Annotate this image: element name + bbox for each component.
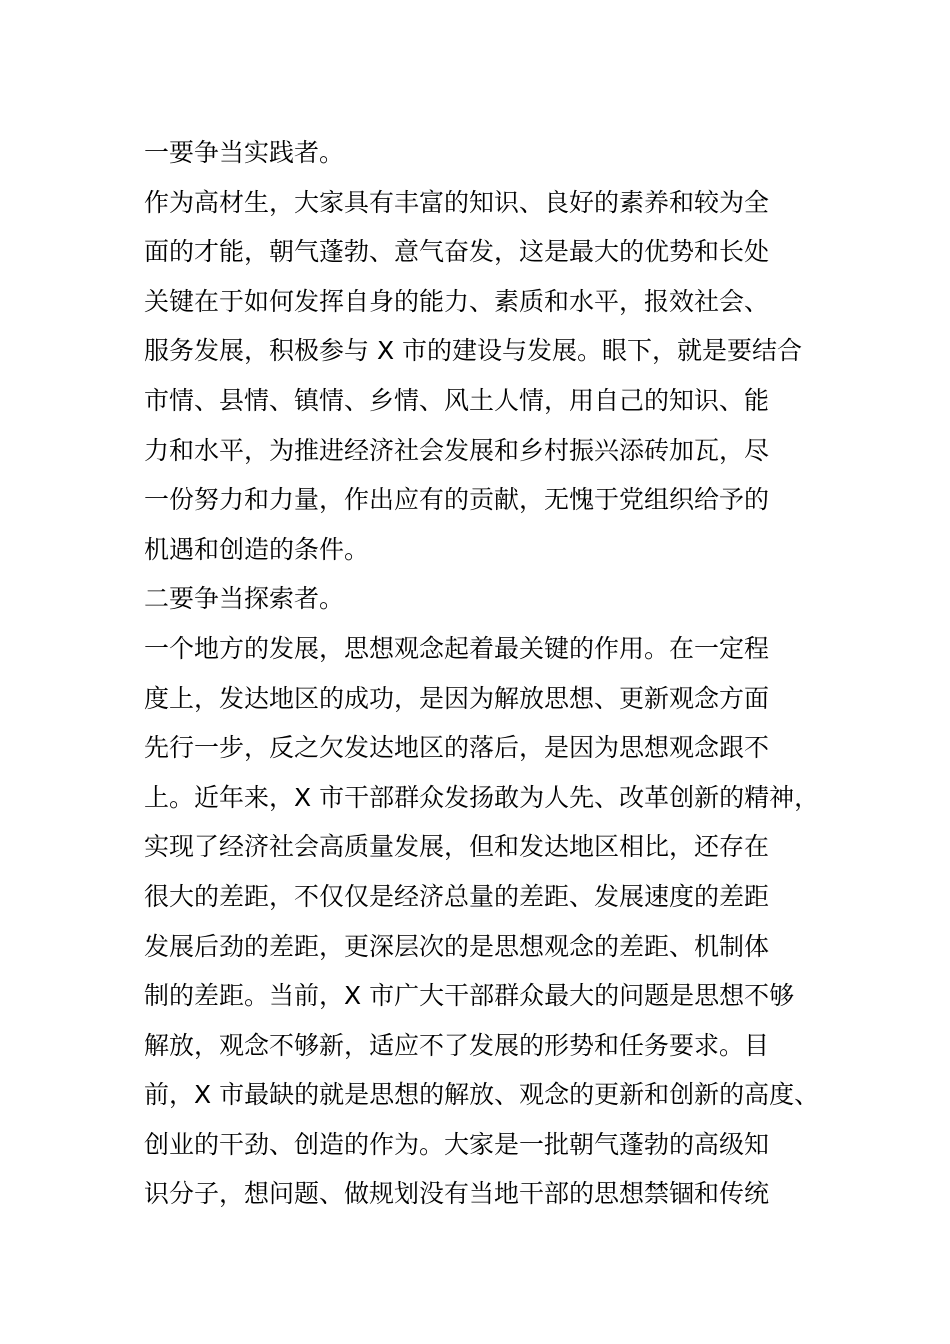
paragraph-line: 一个地方的发展，思想观念起着最关键的作用。在一定程 — [144, 633, 770, 663]
paragraph-line: 很大的差距，不仅仅是经济总量的差距、发展速度的差距 — [144, 881, 770, 911]
paragraph-line: 先行一步，反之欠发达地区的落后，是因为思想观念跟不 — [144, 733, 770, 763]
paragraph-line: 市情、县情、镇情、乡情、风土人情，用自己的知识、能 — [144, 385, 770, 415]
section-heading-practitioner: 一要争当实践者。 — [144, 138, 345, 167]
paragraph-line: 服务发展，积极参与 X 市的建设与发展。眼下，就是要结合 — [144, 336, 803, 366]
paragraph-line: 面的才能，朝气蓬勃、意气奋发，这是最大的优势和长处 — [144, 237, 770, 267]
document-body — [144, 128, 844, 1219]
paragraph-line: 一份努力和力量，作出应有的贡献，无愧于党组织给予的 — [144, 485, 770, 515]
paragraph-line: 前，X 市最缺的就是思想的解放、观念的更新和创新的高度、 — [144, 1080, 820, 1110]
paragraph-line: 创业的干劲、创造的作为。大家是一批朝气蓬勃的高级知 — [144, 1129, 770, 1159]
paragraph-line: 关键在于如何发挥自身的能力、素质和水平，报效社会、 — [144, 286, 770, 316]
paragraph-line: 上。近年来，X 市干部群众发扬敢为人先、改革创新的精神， — [144, 782, 820, 812]
paragraph-line: 机遇和创造的条件。 — [144, 534, 370, 564]
paragraph-line: 发展后劲的差距，更深层次的是思想观念的差距、机制体 — [144, 931, 770, 961]
paragraph-line: 度上，发达地区的成功，是因为解放思想、更新观念方面 — [144, 683, 770, 713]
section-heading-explorer: 二要争当探索者。 — [144, 584, 345, 614]
paragraph-line: 制的差距。当前，X 市广大干部群众最大的问题是思想不够 — [144, 981, 795, 1011]
paragraph-line: 解放，观念不够新，适应不了发展的形势和任务要求。目 — [144, 1030, 770, 1060]
paragraph-line: 识分子，想问题、做规划没有当地干部的思想禁锢和传统 — [144, 1179, 770, 1209]
paragraph-line: 力和水平，为推进经济社会发展和乡村振兴添砖加瓦，尽 — [144, 435, 770, 465]
paragraph-line: 实现了经济社会高质量发展，但和发达地区相比，还存在 — [144, 832, 770, 862]
paragraph-line: 作为高材生，大家具有丰富的知识、良好的素养和较为全 — [144, 187, 770, 217]
